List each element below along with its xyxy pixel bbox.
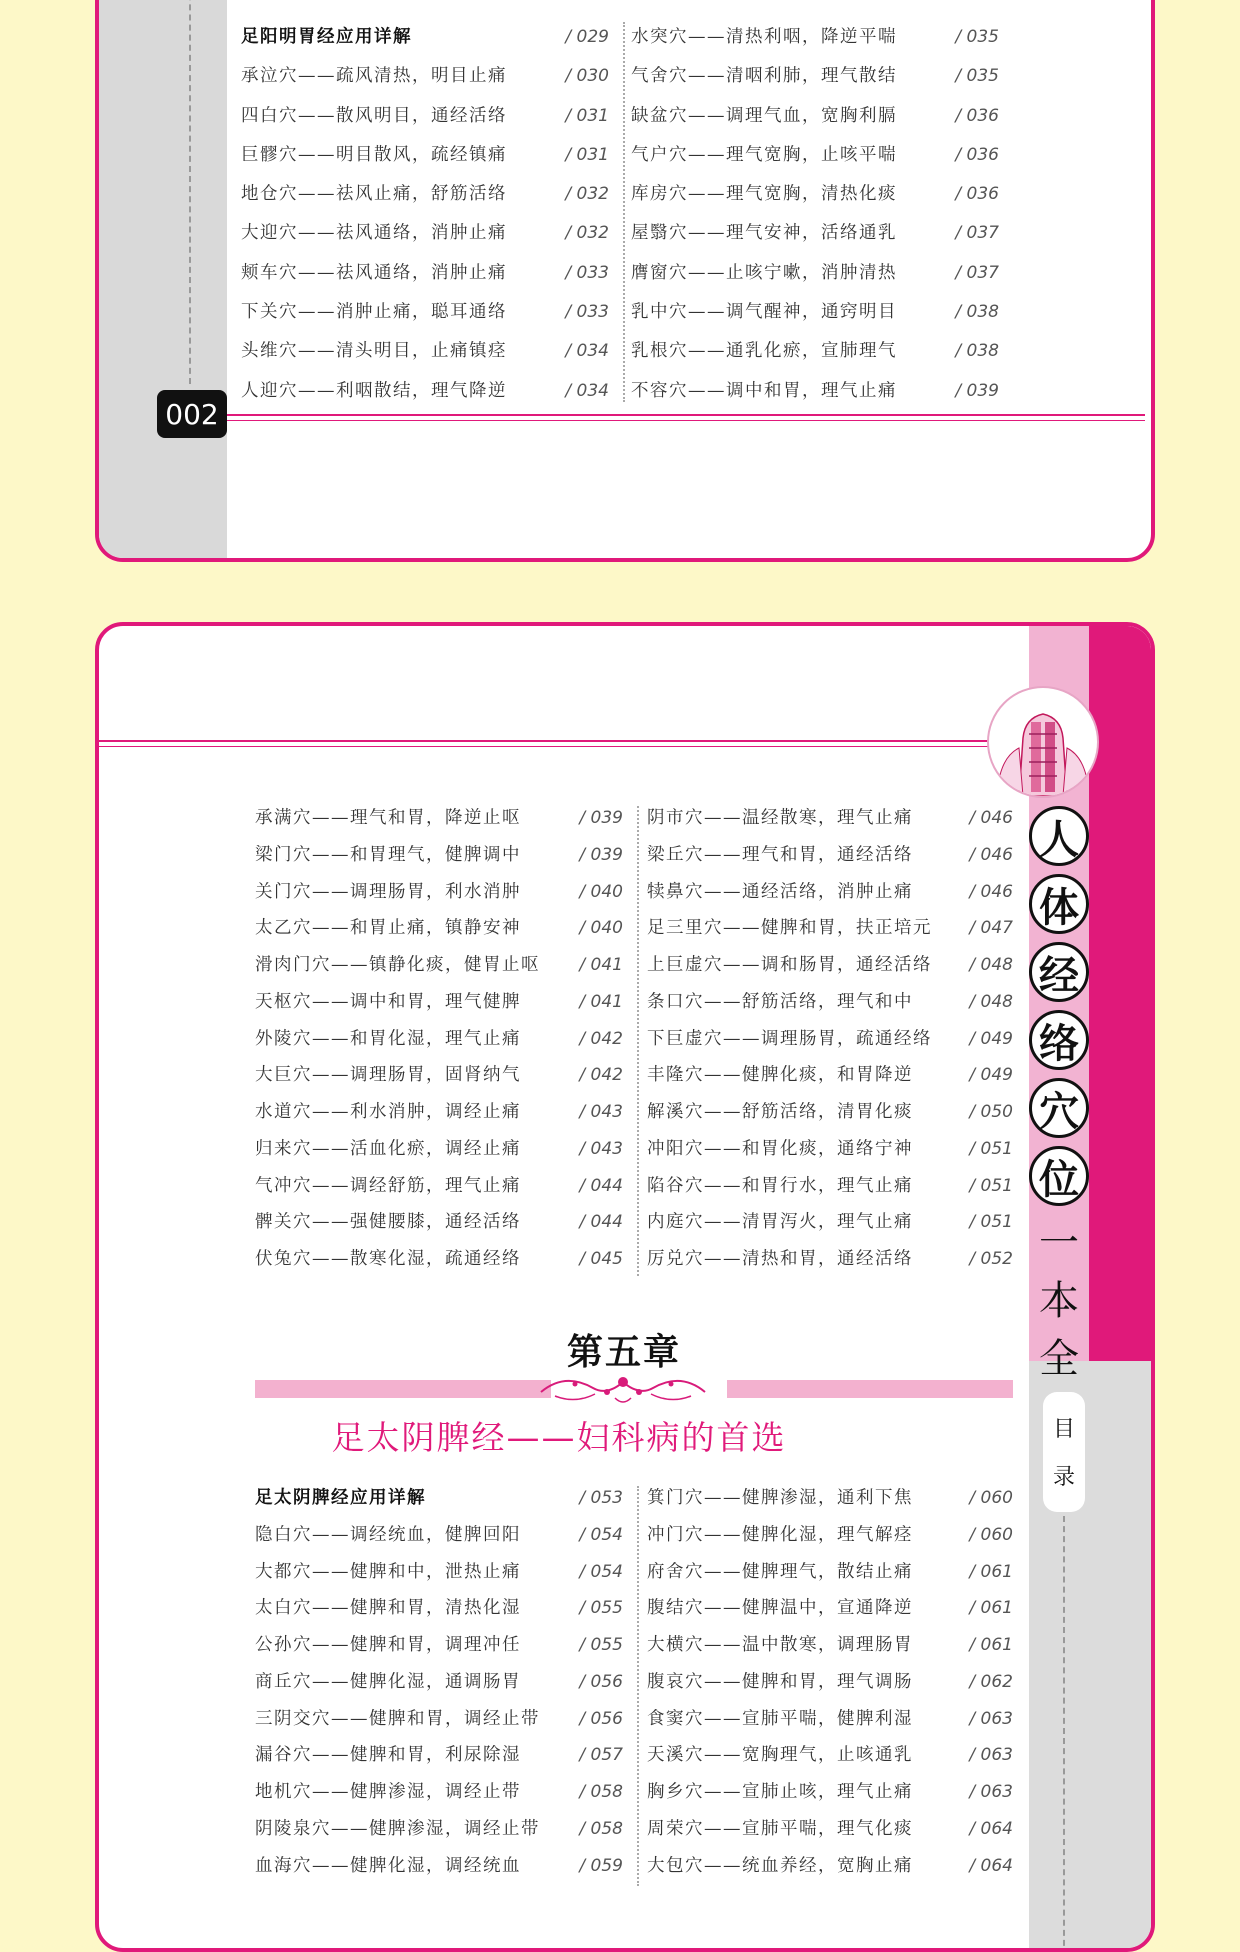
toc-page-number: / 045 [579,1249,623,1269]
contents-tab-char: 录 [1052,1465,1075,1490]
toc-entry-title: 归来穴——活血化瘀，调经止痛 [255,1138,521,1159]
toc-page-number: / 051 [969,1175,1013,1196]
toc-entry-title: 气户穴——理气宽胸，止咳平喘 [631,144,897,165]
toc-page-number: / 050 [969,1102,1013,1122]
toc-entry [255,1848,623,1885]
toc-page-number: / 058 [579,1818,623,1839]
toc-entry [255,947,623,984]
title-tail-char: 一 [1039,1220,1079,1266]
toc-entry [241,214,609,253]
toc-page-number: / 031 [565,105,609,126]
toc-page-number: / 061 [969,1561,1013,1582]
toc-page-number: / 032 [565,223,609,244]
toc-page-number: / 057 [579,1745,623,1766]
toc-entry [255,1590,623,1627]
toc-entry-title: 大巨穴——调理肠胃，固肾纳气 [255,1065,521,1086]
toc-entry-title: 隐白穴——调经统血，健脾回阳 [255,1524,521,1545]
toc-entry [255,1554,623,1591]
toc-page-number: / 061 [969,1598,1013,1619]
toc-entry [647,1204,1013,1241]
toc-entry [255,1811,623,1848]
toc-page-number: / 036 [955,105,999,126]
toc-entry [647,1131,1013,1168]
toc-entry-title: 冲阳穴——和胃化痰，通络宁神 [647,1138,913,1159]
toc-entry [631,175,999,214]
page-rule [99,740,1011,747]
toc-entry [631,136,999,175]
toc-page-number: / 038 [955,302,999,323]
toc-page-number: / 042 [579,1028,623,1049]
toc-entry-title: 承泣穴——疏风清热，明目止痛 [241,66,507,87]
toc-page-number: / 063 [969,1708,1013,1729]
toc-entry [255,1627,623,1664]
toc-page-number: / 055 [579,1635,623,1655]
toc-entry [255,1701,623,1738]
toc-entry-title: 承满穴——理气和胃，降逆止呕 [255,808,521,828]
toc-page-number: / 046 [969,844,1013,865]
toc-entry [255,1517,623,1554]
toc-page-number: / 043 [579,1138,623,1159]
toc-entry [631,18,999,57]
column-divider [623,22,625,402]
toc-page-number: / 039 [955,380,999,401]
toc-entry-title: 三阴交穴——健脾和胃，调经止带 [255,1708,540,1729]
chapter-subtitle: 足太阴脾经——妇科病的首选 [331,1418,787,1457]
toc-entry-title: 大迎穴——祛风通络，消肿止痛 [241,223,507,244]
title-char: 体 [1029,874,1089,934]
toc-entry-title: 解溪穴——舒筋活络，清胃化痰 [647,1102,913,1122]
toc-entry-title: 梁丘穴——理气和胃，通经活络 [647,844,913,865]
toc-page-number: / 042 [579,1065,623,1086]
toc-page-number: / 048 [969,991,1013,1012]
toc-entry [647,1021,1013,1058]
toc-page-number: / 033 [565,302,609,323]
toc-entry-title: 膺窗穴——止咳宁嗽，消肿清热 [631,262,897,283]
toc-entry-title: 不容穴——调中和胃，理气止痛 [631,380,897,401]
toc-page-number: / 058 [579,1782,623,1802]
toc-entry-title: 太白穴——健脾和胃，清热化湿 [255,1598,521,1619]
toc-page-number: / 063 [969,1782,1013,1802]
toc-entry [255,1131,623,1168]
page-dash-guide [189,0,191,384]
toc-page-number: / 046 [969,881,1013,902]
toc-entry-title: 漏谷穴——健脾和胃，利尿除湿 [255,1745,521,1766]
contents-tab-char: 目 [1052,1417,1075,1442]
toc-entry [647,1701,1013,1738]
toc-entry-title: 公孙穴——健脾和胃，调理冲任 [255,1635,521,1655]
title-char: 经 [1029,942,1089,1002]
toc-column-right [647,1480,1013,1884]
toc-column-right [631,18,999,411]
toc-page-number: / 046 [969,808,1013,828]
toc-entry [241,293,609,332]
toc-entry-title: 梁门穴——和胃理气，健脾调中 [255,844,521,865]
toc-entry [241,136,609,175]
toc-entry-title: 人迎穴——利咽散结，理气降逆 [241,380,507,401]
toc-page-number: / 060 [969,1524,1013,1545]
toc-entry-title: 箕门穴——健脾渗湿，通利下焦 [647,1488,913,1508]
toc-entry-title: 下关穴——消肿止痛，聪耳通络 [241,302,507,323]
page-side-strip [99,0,227,558]
toc-entry-title: 大都穴——健脾和中，泄热止痛 [255,1561,521,1582]
toc-entry [255,800,623,837]
toc-entry-title: 外陵穴——和胃化湿，理气止痛 [255,1028,521,1049]
toc-entry [647,1811,1013,1848]
title-char: 人 [1029,806,1089,866]
title-char: 位 [1029,1146,1089,1206]
toc-entry-title: 库房穴——理气宽胸，清热化痰 [631,184,897,205]
toc-page-number: / 033 [565,262,609,283]
toc-entry [647,800,1013,837]
toc-entry [255,910,623,947]
contents-tab [1043,1392,1085,1512]
toc-entry-title: 府舍穴——健脾理气，散结止痛 [647,1561,913,1582]
toc-entry-title: 巨髎穴——明目散风，疏经镇痛 [241,144,507,165]
toc-page-number: / 056 [579,1671,623,1692]
toc-page-number: / 054 [579,1561,623,1582]
toc-entry [647,1517,1013,1554]
toc-entry-title: 滑肉门穴——镇静化痰，健胃止呕 [255,955,540,975]
toc-entry [647,1241,1013,1278]
chapter-heading: 第五章 [567,1331,682,1373]
toc-page-number: / 038 [955,341,999,362]
toc-page-number: / 037 [955,223,999,244]
toc-entry [647,1737,1013,1774]
toc-entry [241,254,609,293]
toc-entry [631,214,999,253]
toc-entry-title: 颊车穴——祛风通络，消肿止痛 [241,262,507,283]
title-tail-char: 全 [1039,1336,1079,1382]
toc-entry [631,57,999,96]
toc-entry-title: 屋翳穴——理气安神，活络通乳 [631,223,897,244]
toc-page-number: / 060 [969,1488,1013,1508]
toc-page-number: / 051 [969,1138,1013,1159]
toc-entry-title: 太乙穴——和胃止痛，镇静安神 [255,918,521,939]
toc-entry-title: 四白穴——散风明目，通经活络 [241,105,507,126]
toc-entry [647,1590,1013,1627]
toc-page-number: / 064 [969,1855,1013,1876]
toc-entry [631,97,999,136]
toc-entry [255,874,623,911]
toc-section-heading [255,1480,623,1517]
toc-entry-title: 大包穴——统血养经，宽胸止痛 [647,1855,913,1876]
toc-entry-title: 犊鼻穴——通经活络，消肿止痛 [647,881,913,902]
title-tail-char: 本 [1039,1278,1079,1324]
toc-page-number: / 031 [565,144,609,165]
toc-entry-title: 腹结穴——健脾温中，宣通降逆 [647,1598,913,1619]
toc-page-number: / 044 [579,1175,623,1196]
toc-page-number: / 049 [969,1028,1013,1049]
toc-page-number: / 039 [579,844,623,865]
page-rule [227,414,1145,421]
toc-entry-title: 厉兑穴——清热和胃，通经活络 [647,1249,913,1269]
toc-entry-title: 丰隆穴——健脾化痰，和胃降逆 [647,1065,913,1086]
toc-entry-title: 足阳明胃经应用详解 [241,27,412,47]
toc-entry [647,984,1013,1021]
toc-entry [647,1774,1013,1811]
toc-page-number: / 064 [969,1818,1013,1839]
toc-entry-title: 冲门穴——健脾化湿，理气解痉 [647,1524,913,1545]
toc-entry-title: 天溪穴——宽胸理气，止咳通乳 [647,1745,913,1766]
toc-entry-title: 上巨虚穴——调和肠胃，通经活络 [647,955,932,975]
toc-page-number: / 044 [579,1212,623,1233]
toc-entry [255,1737,623,1774]
toc-entry [631,332,999,371]
toc-entry [647,837,1013,874]
toc-entry-title: 内庭穴——清胃泻火，理气止痛 [647,1212,913,1233]
toc-entry-title: 气舍穴——清咽利肺，理气散结 [631,66,897,87]
toc-page-number: / 036 [955,184,999,205]
toc-page-number: / 041 [579,955,623,975]
toc-page-number: / 062 [969,1671,1013,1692]
title-char: 络 [1029,1010,1089,1070]
toc-page-number: / 056 [579,1708,623,1729]
toc-entry-title: 乳中穴——调气醒神，通窍明目 [631,302,897,323]
toc-page-number: / 051 [969,1212,1013,1233]
toc-entry [241,57,609,96]
toc-entry [647,874,1013,911]
toc-entry [647,1664,1013,1701]
title-char: 穴 [1029,1078,1089,1138]
page-number-badge: 002 [157,390,227,438]
toc-entry-title: 大横穴——温中散寒，调理肠胃 [647,1635,913,1655]
toc-entry [241,332,609,371]
toc-entry [255,1094,623,1131]
toc-entry-title: 商丘穴——健脾化湿，通调肠胃 [255,1671,521,1692]
toc-entry [255,1021,623,1058]
toc-entry [241,372,609,411]
toc-entry [647,910,1013,947]
page-dash-guide [1063,1516,1065,1952]
column-divider [637,806,639,1276]
toc-entry-title: 缺盆穴——调理气血，宽胸利膈 [631,105,897,126]
toc-column-right [647,800,1013,1278]
toc-entry-title: 头维穴——清头明目，止痛镇痉 [241,341,507,362]
toc-entry [647,1168,1013,1205]
toc-page-number: / 047 [969,918,1013,939]
toc-page-number: / 043 [579,1102,623,1122]
toc-entry-title: 阴市穴——温经散寒，理气止痛 [647,808,913,828]
toc-entry [255,1664,623,1701]
toc-entry [255,1204,623,1241]
toc-entry [255,1057,623,1094]
toc-page-number: / 054 [579,1524,623,1545]
book-title-vertical [1029,806,1099,1388]
chapter-band-right [727,1380,1013,1398]
toc-entry-title: 血海穴——健脾化湿，调经统血 [255,1855,521,1876]
toc-page-number: / 053 [579,1488,623,1508]
toc-entry [647,947,1013,984]
toc-page-number: / 036 [955,144,999,165]
toc-column-left [241,18,609,411]
toc-entry-title: 陷谷穴——和胃行水，理气止痛 [647,1175,913,1196]
toc-entry-title: 髀关穴——强健腰膝，通经活络 [255,1212,521,1233]
toc-entry-title: 水突穴——清热利咽，降逆平喘 [631,27,897,47]
toc-page-number: / 048 [969,955,1013,975]
toc-entry-title: 食窦穴——宣肺平喘，健脾利湿 [647,1708,913,1729]
toc-entry [647,1627,1013,1664]
toc-entry [241,97,609,136]
toc-column-left [255,1480,623,1884]
toc-entry-title: 关门穴——调理肠胃，利水消肿 [255,881,521,902]
toc-page-number: / 059 [579,1855,623,1876]
toc-page-number: / 049 [969,1065,1013,1086]
toc-entry [647,1554,1013,1591]
chapter-band-left [255,1380,551,1398]
toc-page-number: / 052 [969,1249,1013,1269]
toc-entry-title: 胸乡穴——宣肺止咳，理气止痛 [647,1782,913,1802]
toc-entry-title: 下巨虚穴——调理肠胃，疏通经络 [647,1028,932,1049]
toc-page-number: / 034 [565,380,609,401]
toc-entry-title: 足三里穴——健脾和胃，扶正培元 [647,918,932,939]
toc-entry [631,293,999,332]
toc-page-number: / 055 [579,1598,623,1619]
toc-column-left [255,800,623,1278]
toc-entry [241,175,609,214]
toc-entry [255,984,623,1021]
toc-page-number: / 035 [955,27,999,47]
toc-page-number: / 032 [565,184,609,205]
toc-page-number: / 035 [955,66,999,87]
toc-entry-title: 伏兔穴——散寒化湿，疏通经络 [255,1249,521,1269]
toc-page-number: / 039 [579,808,623,828]
toc-entry-title: 地仓穴——祛风止痛，舒筋活络 [241,184,507,205]
book-page-contents [95,622,1155,1952]
toc-page-number: / 040 [579,881,623,902]
anatomy-figure-icon [987,686,1099,798]
toc-page-number: / 030 [565,66,609,87]
toc-entry [631,254,999,293]
toc-page-number: / 061 [969,1635,1013,1655]
toc-entry-title: 周荣穴——宣肺平喘，理气化痰 [647,1818,913,1839]
toc-entry-title: 腹哀穴——健脾和胃，理气调肠 [647,1671,913,1692]
toc-page-number: / 029 [565,27,609,47]
toc-entry-title: 条口穴——舒筋活络，理气和中 [647,991,913,1012]
toc-entry [647,1480,1013,1517]
toc-entry-title: 天枢穴——调中和胃，理气健脾 [255,991,521,1012]
column-divider [637,1486,639,1886]
floral-ornament-icon [535,1368,711,1408]
toc-entry [647,1094,1013,1131]
book-page-top [95,0,1155,562]
toc-entry [255,1168,623,1205]
toc-page-number: / 041 [579,991,623,1012]
toc-entry-title: 足太阴脾经应用详解 [255,1488,426,1508]
toc-entry-title: 阴陵泉穴——健脾渗湿，调经止带 [255,1818,540,1839]
toc-page-number: / 040 [579,918,623,939]
toc-entry-title: 地机穴——健脾渗湿，调经止带 [255,1782,521,1802]
toc-entry [647,1057,1013,1094]
toc-entry [255,1774,623,1811]
toc-page-number: / 063 [969,1745,1013,1766]
toc-page-number: / 034 [565,341,609,362]
toc-page-number: / 037 [955,262,999,283]
toc-entry-title: 乳根穴——通乳化瘀，宣肺理气 [631,341,897,362]
toc-entry [255,1241,623,1278]
toc-entry [631,372,999,411]
toc-entry-title: 气冲穴——调经舒筋，理气止痛 [255,1175,521,1196]
toc-entry [647,1848,1013,1885]
toc-section-heading [241,18,609,57]
toc-entry [255,837,623,874]
toc-entry-title: 水道穴——利水消肿，调经止痛 [255,1102,521,1122]
